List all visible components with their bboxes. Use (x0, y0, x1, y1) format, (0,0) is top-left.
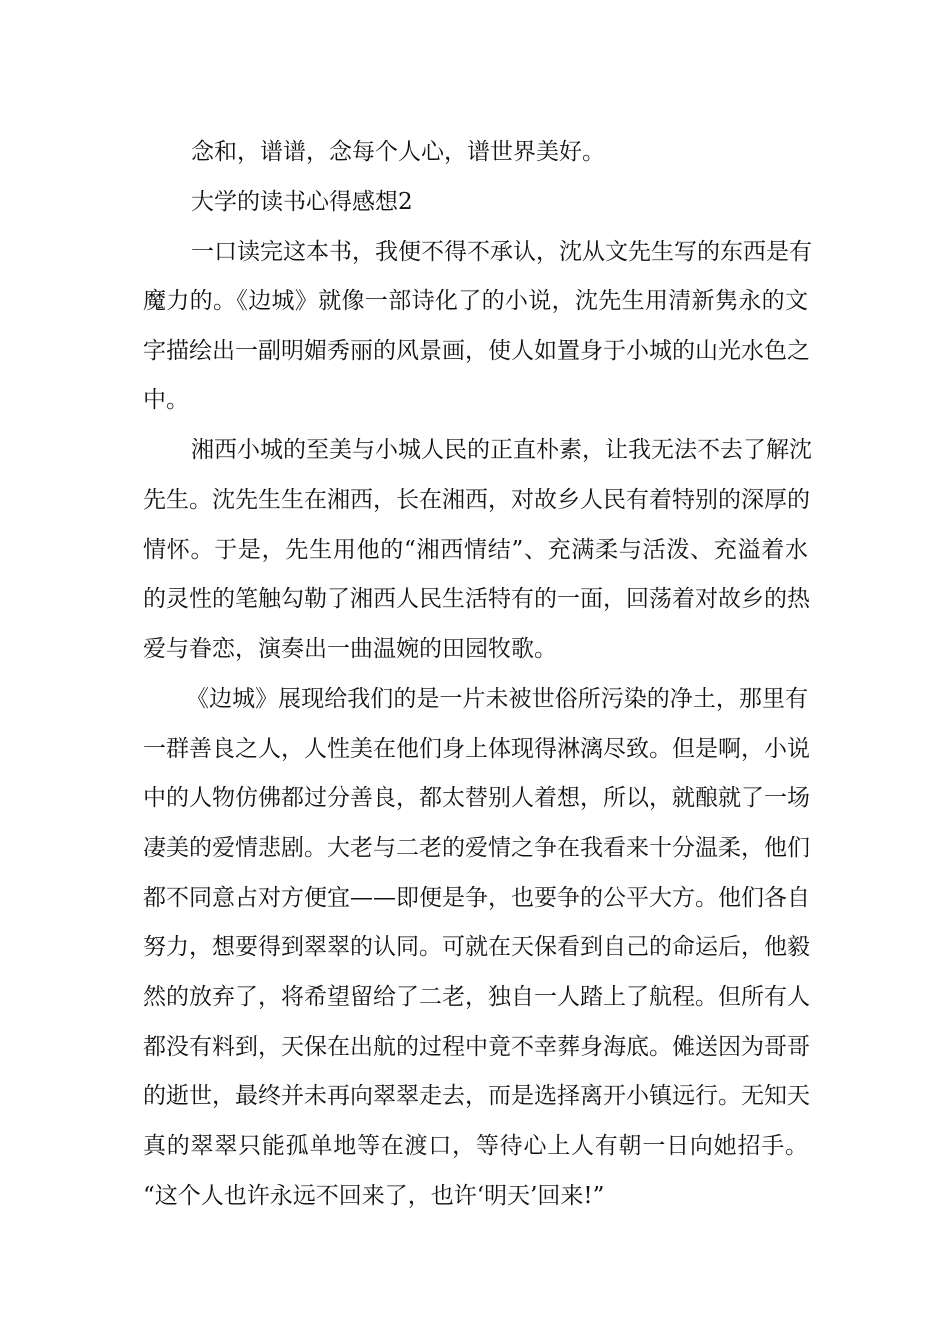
text-line: 真的翠翠只能孤单地等在渡口，等待心上人有朝一日向她招手。 (143, 1133, 808, 1159)
text-line: 中的人物仿佛都过分善良，都太替别人着想，所以，就酿就了一场 (143, 785, 810, 811)
text-line: “这个人也许永远不回来了，也许‘明天’回来!” (143, 1183, 605, 1209)
text-line: 一口读完这本书，我便不得不承认，沈从文先生写的东西是有 (191, 239, 812, 265)
text-line: 魔力的。《边城》就像一部诗化了的小说，沈先生用清新隽永的文 (143, 288, 808, 314)
text-line: 爱与眷恋，演奏出一曲温婉的田园牧歌。 (143, 636, 557, 662)
text-line: 中。 (143, 387, 189, 413)
text-line: 一群善良之人，人性美在他们身上体现得淋漓尽致。但是啊，小说 (143, 736, 810, 762)
text-line: 然的放弃了，将希望留给了二老，独自一人踏上了航程。但所有人 (143, 984, 810, 1010)
text-line: 都没有料到，天保在出航的过程中竟不幸葬身海底。傩送因为哥哥 (143, 1034, 810, 1060)
text-line: 念和，谱谱，念每个人心，谱世界美好。 (191, 139, 605, 165)
text-line: 的逝世，最终并未再向翠翠走去，而是选择离开小镇远行。无知天 (143, 1083, 810, 1109)
text-line: 《边城》展现给我们的是一片未被世俗所污染的净土，那里有 (186, 686, 808, 712)
text-line: 先生。沈先生生在湘西，长在湘西，对故乡人民有着特别的深厚的 (143, 487, 810, 513)
text-line: 湘西小城的至美与小城人民的正直朴素，让我无法不去了解沈 (191, 437, 812, 463)
text-line: 字描绘出一副明媚秀丽的风景画，使人如置身于小城的山光水色之 (143, 338, 810, 364)
text-line: 凄美的爱情悲剧。大老与二老的爱情之争在我看来十分温柔，他们 (143, 835, 810, 861)
text-line: 情怀。于是，先生用他的“湘西情结”、充满柔与活泼、充溢着水 (143, 537, 808, 563)
section-heading: 大学的读书心得感想2 (191, 189, 413, 215)
text-line: 的灵性的笔触勾勒了湘西人民生活特有的一面，回荡着对故乡的热 (143, 586, 810, 612)
text-line: 都不同意占对方便宜——即便是争，也要争的公平大方。他们各自 (143, 885, 810, 911)
text-line: 努力，想要得到翠翠的认同。可就在天保看到自己的命运后，他毅 (143, 934, 810, 960)
